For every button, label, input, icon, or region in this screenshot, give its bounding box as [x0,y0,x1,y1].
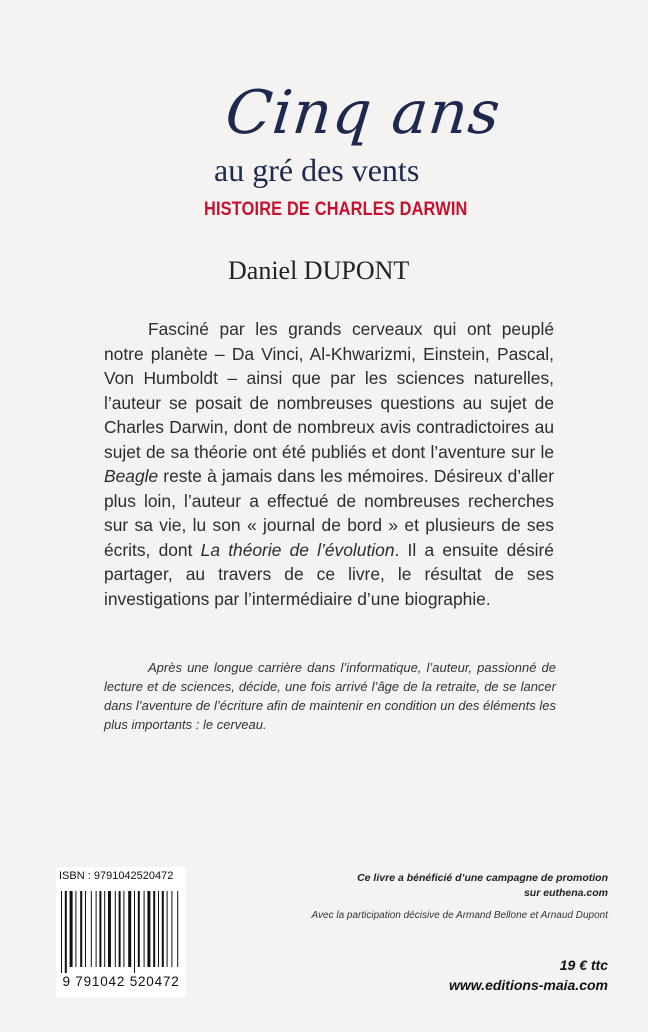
price: 19 € ttc [559,957,608,973]
isbn-label: ISBN : 9791042520472 [59,870,174,882]
summary-italic-theory: La théorie de l’évolution [200,539,395,560]
barcode [56,867,186,997]
author-bio [104,658,556,734]
summary-italic-beagle: Beagle [104,466,159,486]
title-main: Cinq ans [222,78,505,148]
barcode-bar [153,891,155,967]
barcode-bar [123,891,124,967]
summary-part3: . Il a ensuite désiré partager, au travers de ce livre, le résultat de ses investigations par l’intermédiaire d’une biographie. [104,539,554,609]
barcode-bar [99,891,101,967]
title-series: HISTOIRE DE CHARLES DARWIN [204,199,468,220]
barcode-bar [177,891,178,967]
barcode-bar [108,891,111,967]
author-bio-text: Après une longue carrière dans l’informatique, l’auteur, passionné de lecture et de sciences, décide, une fois arrivé l’âge de la retraite, de se lancer dans l’aventure de l’écriture afin de maintenir en condition un des éléments les plus importants : le cerveau. [104,660,556,732]
barcode-bar [162,891,164,967]
barcode-bar [70,891,73,967]
barcode-bar [80,891,82,967]
barcode-bar [75,891,76,967]
barcode-bars [59,891,183,973]
barcode-bar [128,891,131,967]
barcode-digits: 9 791042 520472 [62,974,180,989]
publisher-website: www.editions-maia.com [449,977,608,993]
barcode-bar [115,891,116,967]
barcode-bar [144,891,145,967]
barcode-bar [119,891,121,967]
barcode-bar [61,891,62,973]
summary-part1: Fasciné par les grands cerveaux qui ont peuplé notre planète – Da Vinci, Al-Khwarizmi, Einstein, Pascal, Von Humboldt – ainsi que par les sciences naturelles, l’auteur se posait de nombreuses questions au sujet de Charles Darwin, dont de nombreux avis contradictoires au sujet de sa théorie ont été publiés et dont l’aventure sur le [104,319,554,462]
barcode-bar [91,891,92,967]
barcode-bar [138,891,140,967]
promotion-line-1: Ce livre a bénéficié d’une campagne de promotion [357,872,608,884]
barcode-bar [158,891,159,967]
barcode-bar [85,891,86,967]
promotion-note [357,871,608,901]
barcode-bar [171,891,172,967]
barcode-bar [96,891,97,967]
author-name: Daniel DUPONT [228,256,410,285]
barcode-bar [65,891,67,973]
title-subtitle: au gré des vents [214,152,420,188]
barcode-bar [134,891,135,973]
summary-text [104,317,554,611]
barcode-bar [147,891,150,967]
barcode-bar [167,891,168,967]
promotion-line-2: sur euthena.com [523,887,608,899]
summary-part2: reste à jamais dans les mémoires. Désireux d’aller plus loin, l’auteur a effectué de nombreuses recherches sur sa vie, lu son « journal de bord » et plusieurs de ses écrits, dont [104,466,554,560]
participation-note: Avec la participation décisive de Armand Bellone et Arnaud Dupont [311,910,608,921]
barcode-bar [104,891,105,967]
